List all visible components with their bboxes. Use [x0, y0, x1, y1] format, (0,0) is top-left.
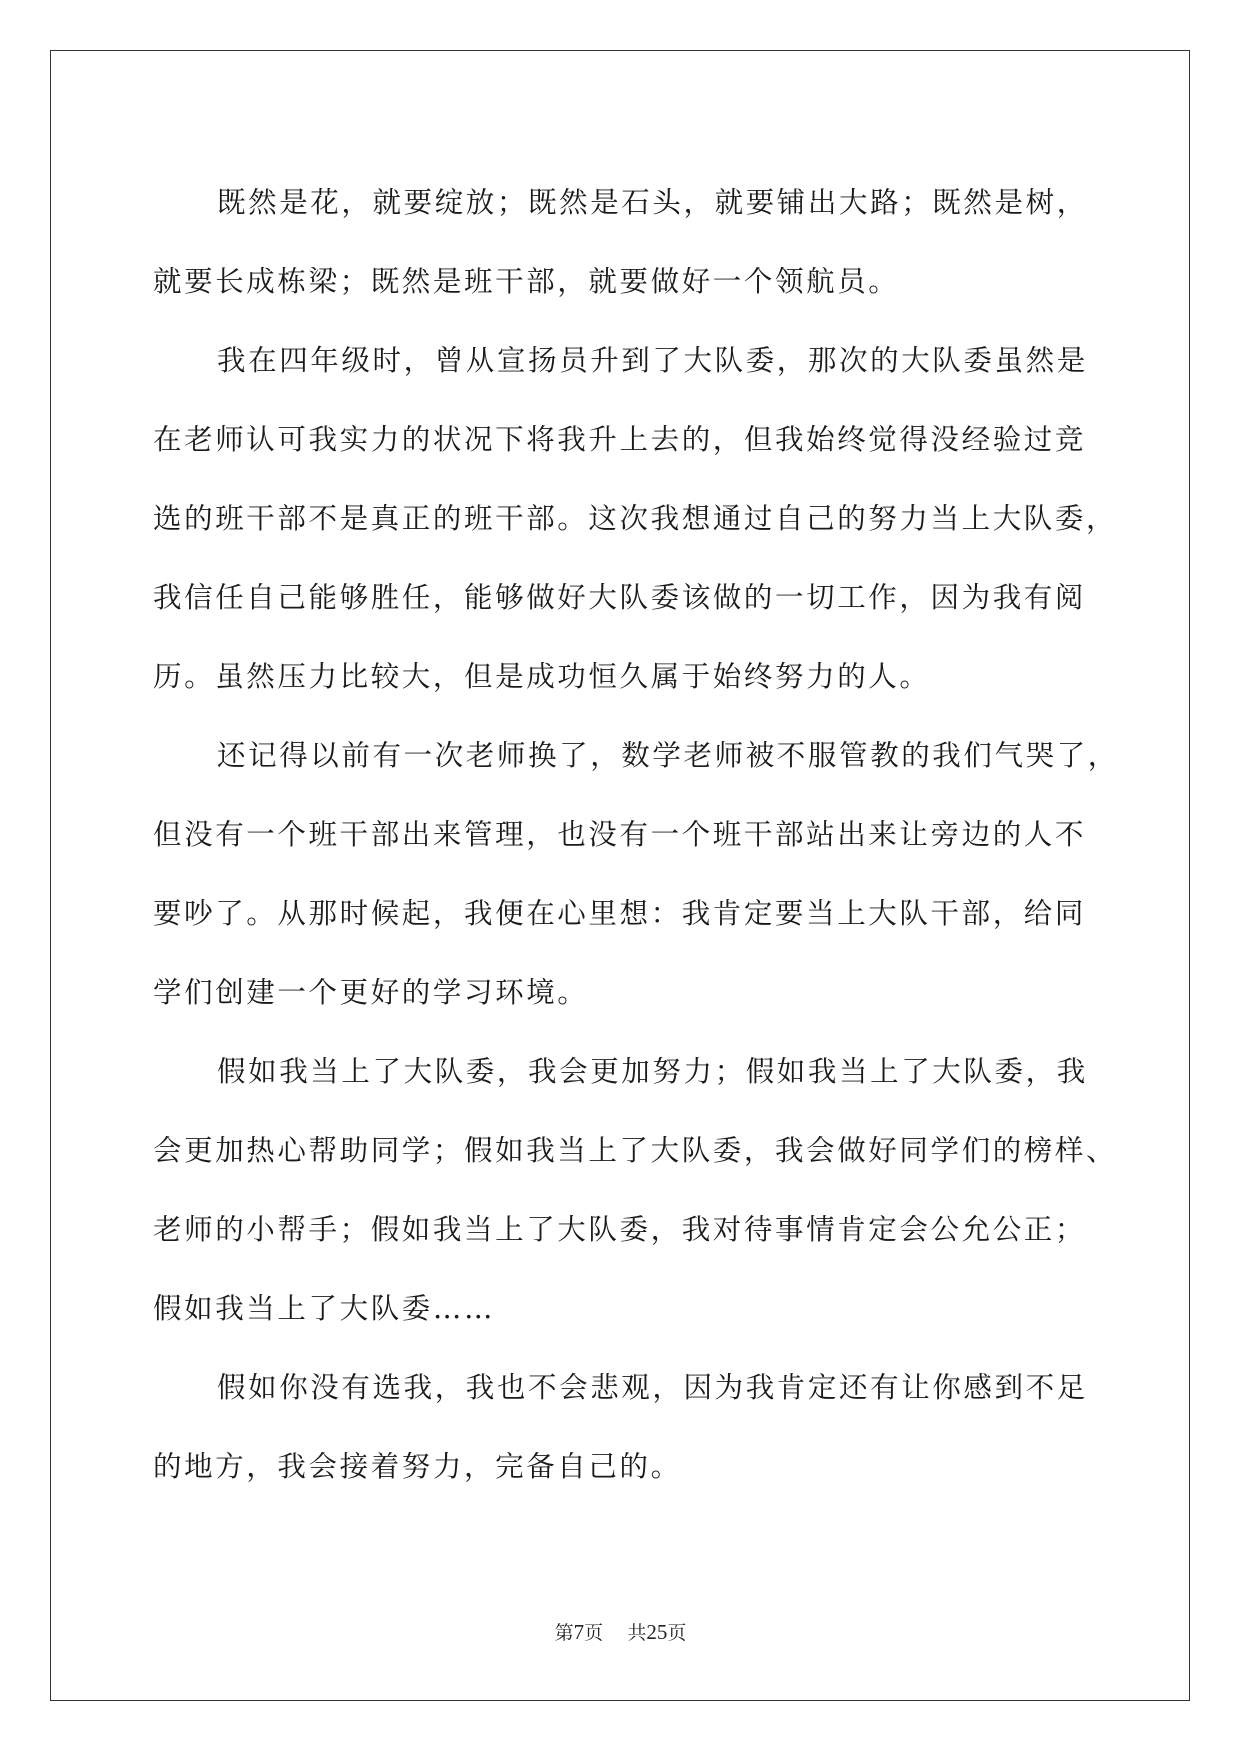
- text-line: 既然是花，就要绽放；既然是石头，就要铺出大路；既然是树，: [217, 186, 1088, 219]
- text-line: 假如我当上了大队委……: [153, 1292, 496, 1325]
- total-pages: 25: [646, 1620, 668, 1644]
- text-line: 在老师认可我实力的状况下将我升上去的，但我始终觉得没经验过竞: [153, 423, 1087, 456]
- text-line: 假如我当上了大队委，我会更加努力；假如我当上了大队委，我: [217, 1055, 1088, 1088]
- text-line: 还记得以前有一次老师换了，数学老师被不服管教的我们气哭了，: [217, 739, 1119, 772]
- text-line: 选的班干部不是真正的班干部。这次我想通过自己的努力当上大队委，: [153, 502, 1118, 535]
- page-suffix: 页: [584, 1622, 604, 1644]
- text-line: 我在四年级时，曾从宣扬员升到了大队委，那次的大队委虽然是: [217, 344, 1088, 377]
- page-footer: [0, 1618, 1241, 1645]
- text-line: 我信任自己能够胜任，能够做好大队委该做的一切工作，因为我有阅: [153, 581, 1087, 614]
- text-line: 老师的小帮手；假如我当上了大队委，我对待事情肯定会公允公正；: [153, 1213, 1087, 1246]
- text-line: 但没有一个班干部出来管理，也没有一个班干部站出来让旁边的人不: [153, 818, 1087, 851]
- text-line: 要吵了。从那时候起，我便在心里想：我肯定要当上大队干部，给同: [153, 897, 1087, 930]
- text-line: 学们创建一个更好的学习环境。: [153, 976, 589, 1009]
- page-number: 7: [573, 1620, 585, 1644]
- total-suffix: 页: [667, 1622, 687, 1644]
- document-body: [153, 163, 1119, 1506]
- text-line: 的地方，我会接着努力，完备自己的。: [153, 1450, 682, 1483]
- text-line: 假如你没有选我，我也不会悲观，因为我肯定还有让你感到不足: [217, 1371, 1088, 1404]
- text-line: 历。虽然压力比较大，但是成功恒久属于始终努力的人。: [153, 660, 931, 693]
- page-prefix: 第: [554, 1622, 574, 1644]
- text-line: 就要长成栋梁；既然是班干部，就要做好一个领航员。: [153, 265, 900, 298]
- total-prefix: 共: [627, 1622, 647, 1644]
- text-line: 会更加热心帮助同学；假如我当上了大队委，我会做好同学们的榜样、: [153, 1134, 1118, 1167]
